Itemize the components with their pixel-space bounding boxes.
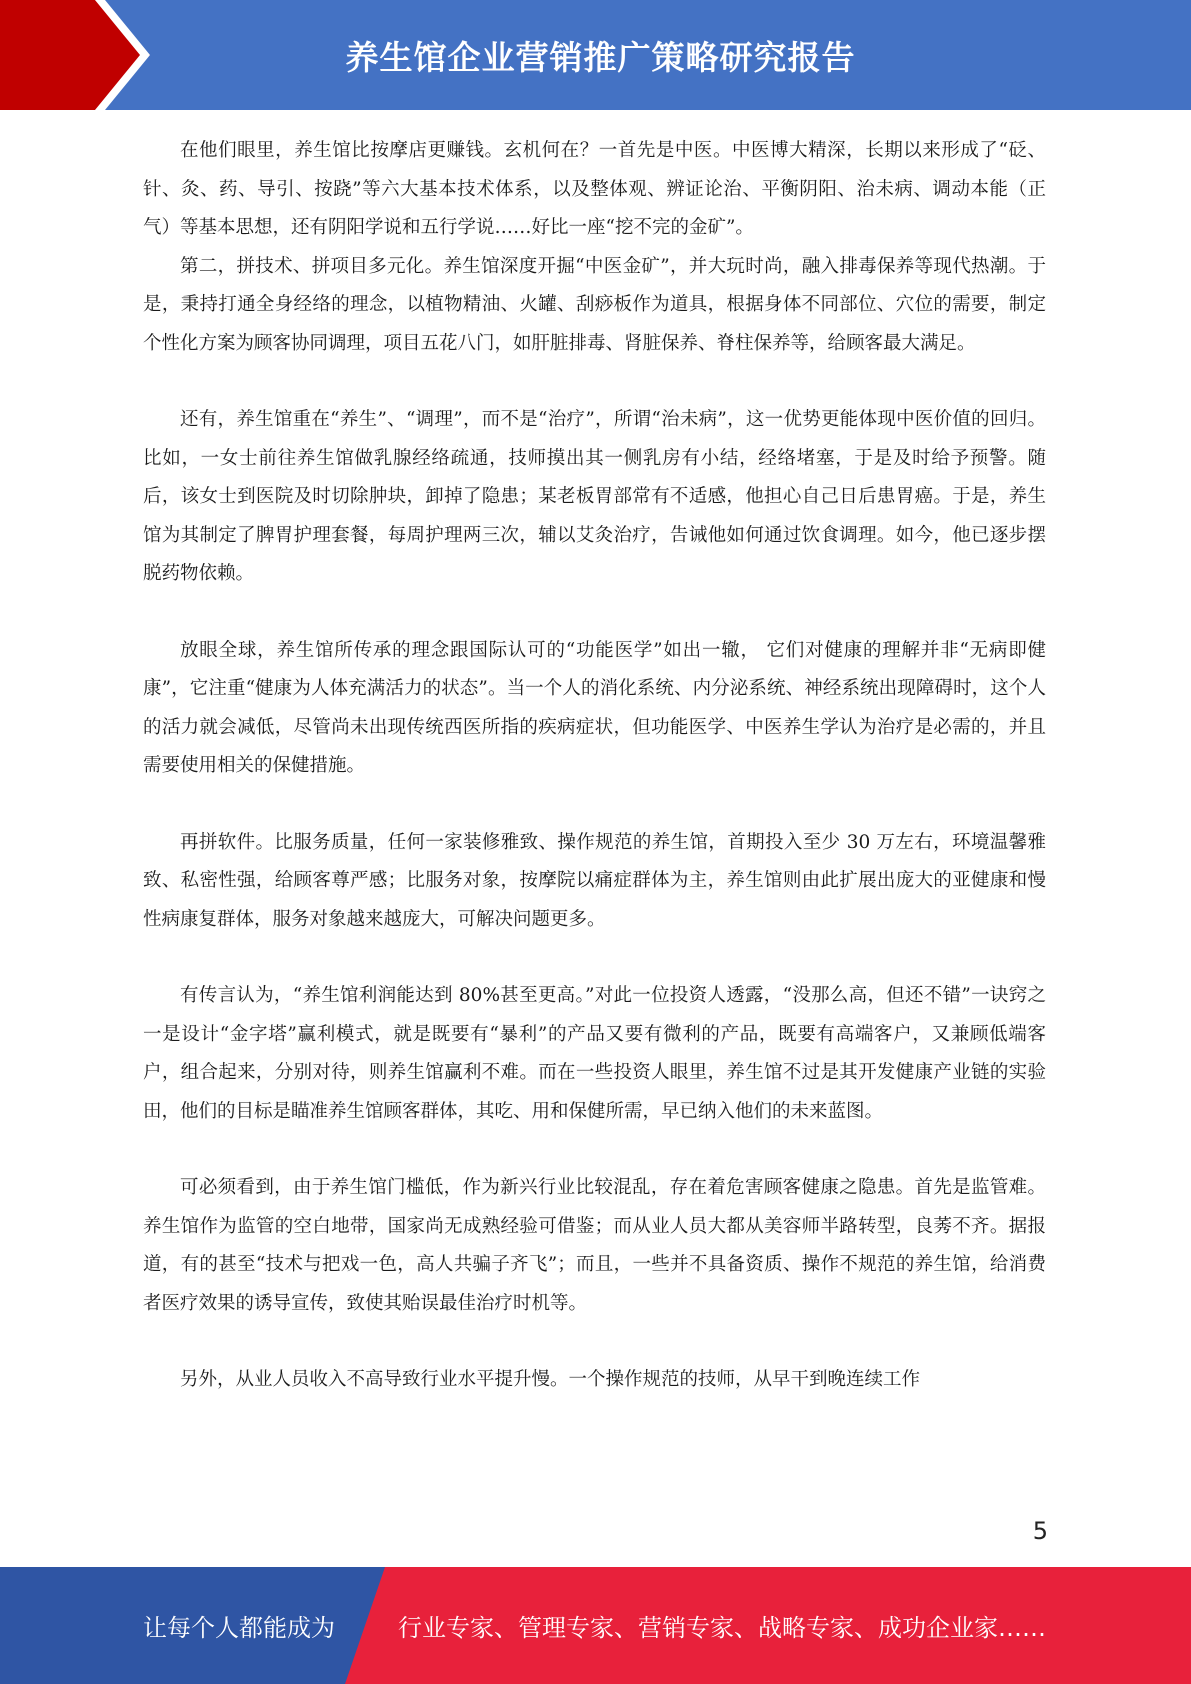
report-title: 养生馆企业营销推广策略研究报告 (345, 37, 856, 77)
page-number: 5 (1032, 1517, 1048, 1545)
paragraph: 还有，养生馆重在“养生”、“调理”，而不是“治疗”，所谓“治未病”，这一优势更能体现中医价值的回归。比如，一女士前往养生馆做乳腺经络疏通，技师摸出其一侧乳房有小结，经络堵塞，于是及时给予预警。随后，该女士到医院及时切除肿块，卸掉了隐患；某老板胃部常有不适感，他担心自己日后患胃癌。于是，养生馆为其制定了脾胃护理套餐，每周护理两三次，辅以艾灸治疗，告诫他如何通过饮食调理。如今，他已逐步摆脱药物依赖。 (143, 409, 1046, 584)
page-header (0, 0, 1191, 110)
paragraph: 放眼全球，养生馆所传承的理念跟国际认可的“功能医学”如出一辙， 它们对健康的理解并非“无病即健康”，它注重“健康为人体充满活力的状态”。当一个人的消化系统、内分泌系统、神经系统出现障碍时，这个人的活力就会减低，尽管尚未出现传统西医所指的疾病症状，但功能医学、中医养生学认为治疗是必需的，并且需要使用相关的保健措施。 (143, 639, 1046, 776)
paragraph: 第二，拼技术、拼项目多元化。养生馆深度开掘“中医金矿”，并大玩时尚，融入排毒保养等现代热潮。于是，秉持打通全身经络的理念，以植物精油、火罐、刮痧板作为道具，根据身体不同部位、穴位的需要，制定个性化方案为顾客协同调理，项目五花八门，如肝脏排毒、肾脏保养、脊柱保养等，给顾客最大满足。 (143, 255, 1046, 354)
paragraph: 在他们眼里，养生馆比按摩店更赚钱。玄机何在？一首先是中医。中医博大精深，长期以来形成了“砭、针、灸、药、导引、按跷”等六大基本技术体系，以及整体观、辨证论治、平衡阴阳、治未病、调动本能（正气）等基本思想，还有阴阳学说和五行学说……好比一座“挖不完的金矿”。 (143, 140, 1046, 238)
paragraph: 可必须看到，由于养生馆门槛低，作为新兴行业比较混乱，存在着危害顾客健康之隐患。首先是监管难。养生馆作为监管的空白地带，国家尚无成熟经验可借鉴；而从业人员大都从美容师半路转型，良莠不齐。据报道，有的甚至“技术与把戏一色，高人共骗子齐飞”；而且，一些并不具备资质、操作不规范的养生馆，给消费者医疗效果的诱导宣传，致使其贻误最佳治疗时机等。 (143, 1177, 1046, 1314)
page-footer (0, 1567, 1191, 1684)
body-text (143, 132, 1046, 1400)
footer-slogan-left: 让每个人都能成为 (143, 1614, 335, 1642)
paragraph: 有传言认为，“养生馆利润能达到 80%甚至更高。”对此一位投资人透露，“没那么高，但还不错”一诀窍之一是设计“金字塔”赢利模式，就是既要有“暴利”的产品又要有微利的产品，既要有高端客户，又兼顾低端客户，组合起来，分别对待，则养生馆赢利不难。而在一些投资人眼里，养生馆不过是其开发健康产业链的实验田，他们的目标是瞄准养生馆顾客群体，其吃、用和保健所需，早已纳入他们的未来蓝图。 (143, 985, 1046, 1122)
header-red-arrow (0, 0, 160, 110)
paragraph: 再拼软件。比服务质量，任何一家装修雅致、操作规范的养生馆，首期投入至少 30 万左右，环境温馨雅致、私密性强，给顾客尊严感；比服务对象，按摩院以痛症群体为主，养生馆则由此扩展出庞大的亚健康和慢性病康复群体，服务对象越来越庞大，可解决问题更多。 (143, 831, 1046, 930)
footer-slogan-right: 行业专家、管理专家、营销专家、战略专家、成功企业家…… (398, 1614, 1046, 1642)
paragraph: 另外，从业人员收入不高导致行业水平提升慢。一个操作规范的技师，从早干到晚连续工作 (180, 1369, 921, 1390)
